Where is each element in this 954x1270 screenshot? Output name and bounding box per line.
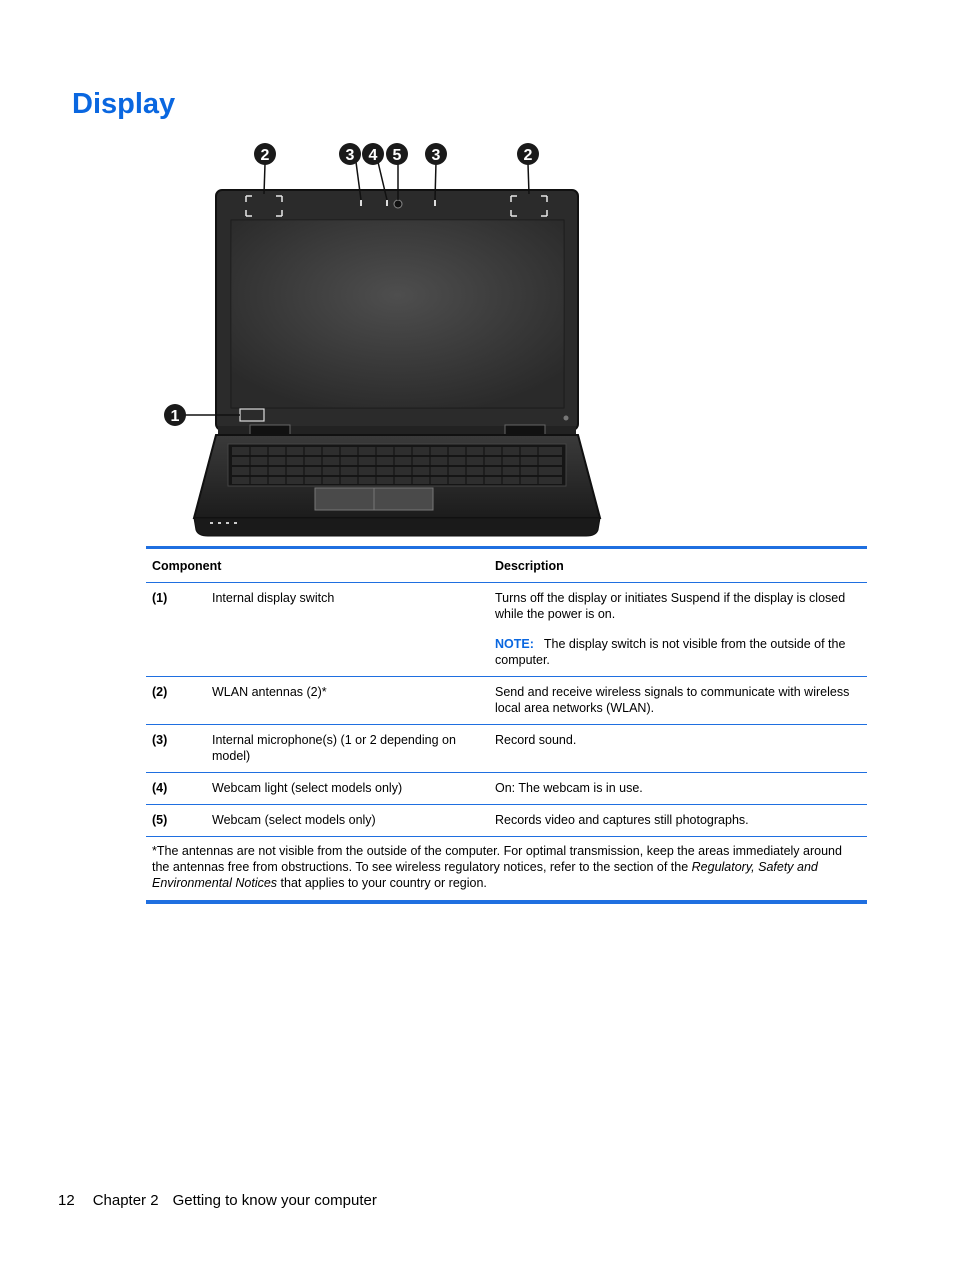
row-component: Webcam (select models only) bbox=[206, 805, 489, 837]
row-number: (2) bbox=[146, 677, 206, 725]
table-row bbox=[146, 773, 867, 805]
component-table bbox=[146, 546, 867, 904]
note bbox=[495, 636, 861, 668]
laptop-illustration bbox=[150, 138, 620, 546]
row-number: (4) bbox=[146, 773, 206, 805]
callout-3-right bbox=[425, 143, 447, 165]
microphone-right bbox=[434, 200, 436, 206]
chapter-label: Chapter 2 bbox=[92, 1192, 159, 1209]
table-header-row bbox=[146, 548, 867, 583]
header-description: Description bbox=[489, 548, 867, 583]
callout-2-left bbox=[254, 143, 276, 165]
svg-text:5: 5 bbox=[392, 147, 402, 164]
page-number: 12 bbox=[58, 1192, 75, 1209]
laptop-display-figure bbox=[150, 138, 620, 546]
callout-1 bbox=[164, 404, 186, 426]
svg-text:1: 1 bbox=[170, 408, 180, 425]
row-description: On: The webcam is in use. bbox=[489, 773, 867, 805]
footnote bbox=[146, 837, 867, 903]
footnote-text-2: that applies to your country or region. bbox=[277, 876, 487, 890]
svg-text:4: 4 bbox=[368, 147, 378, 164]
footnote-text-1: *The antennas are not visible from the outside of the computer. For optimal transmission, keep the areas immediately around the antennas free from obstructions. To see wireless regulatory notices, refer to the section of the bbox=[152, 844, 842, 874]
chapter-title: Getting to know your computer bbox=[172, 1192, 377, 1209]
svg-text:2: 2 bbox=[523, 147, 533, 164]
svg-text:3: 3 bbox=[431, 147, 441, 164]
table-row bbox=[146, 725, 867, 773]
microphone-left bbox=[360, 200, 362, 206]
callout-3-left bbox=[339, 143, 361, 165]
callout-5 bbox=[386, 143, 408, 165]
row-description: Records video and captures still photographs. bbox=[489, 805, 867, 837]
row-number: (1) bbox=[146, 583, 206, 677]
header-component: Component bbox=[146, 548, 489, 583]
page-footer bbox=[58, 1192, 377, 1209]
footnote-italic: Regulatory, Safety and Environmental Notices bbox=[152, 860, 818, 890]
webcam bbox=[394, 200, 402, 208]
callout-2-right bbox=[517, 143, 539, 165]
note-text: The display switch is not visible from the outside of the computer. bbox=[495, 637, 846, 667]
table-row bbox=[146, 677, 867, 725]
row-number: (5) bbox=[146, 805, 206, 837]
webcam-light bbox=[386, 200, 388, 206]
row-component: Internal microphone(s) (1 or 2 depending on model) bbox=[206, 725, 489, 773]
row-description: Send and receive wireless signals to communicate with wireless local area networks (WLAN). bbox=[489, 677, 867, 725]
description-text: Turns off the display or initiates Suspend if the display is closed while the power is on. bbox=[495, 591, 846, 621]
row-component: Webcam light (select models only) bbox=[206, 773, 489, 805]
table-row bbox=[146, 583, 867, 677]
page-title: Display bbox=[72, 88, 176, 120]
row-description bbox=[489, 583, 867, 677]
svg-text:3: 3 bbox=[345, 147, 355, 164]
row-component: Internal display switch bbox=[206, 583, 489, 677]
row-component: WLAN antennas (2)* bbox=[206, 677, 489, 725]
table-footnote-row bbox=[146, 837, 867, 903]
row-description: Record sound. bbox=[489, 725, 867, 773]
note-label: NOTE: bbox=[495, 637, 534, 651]
callout-4 bbox=[362, 143, 384, 165]
row-number: (3) bbox=[146, 725, 206, 773]
svg-text:2: 2 bbox=[260, 147, 270, 164]
table-row bbox=[146, 805, 867, 837]
